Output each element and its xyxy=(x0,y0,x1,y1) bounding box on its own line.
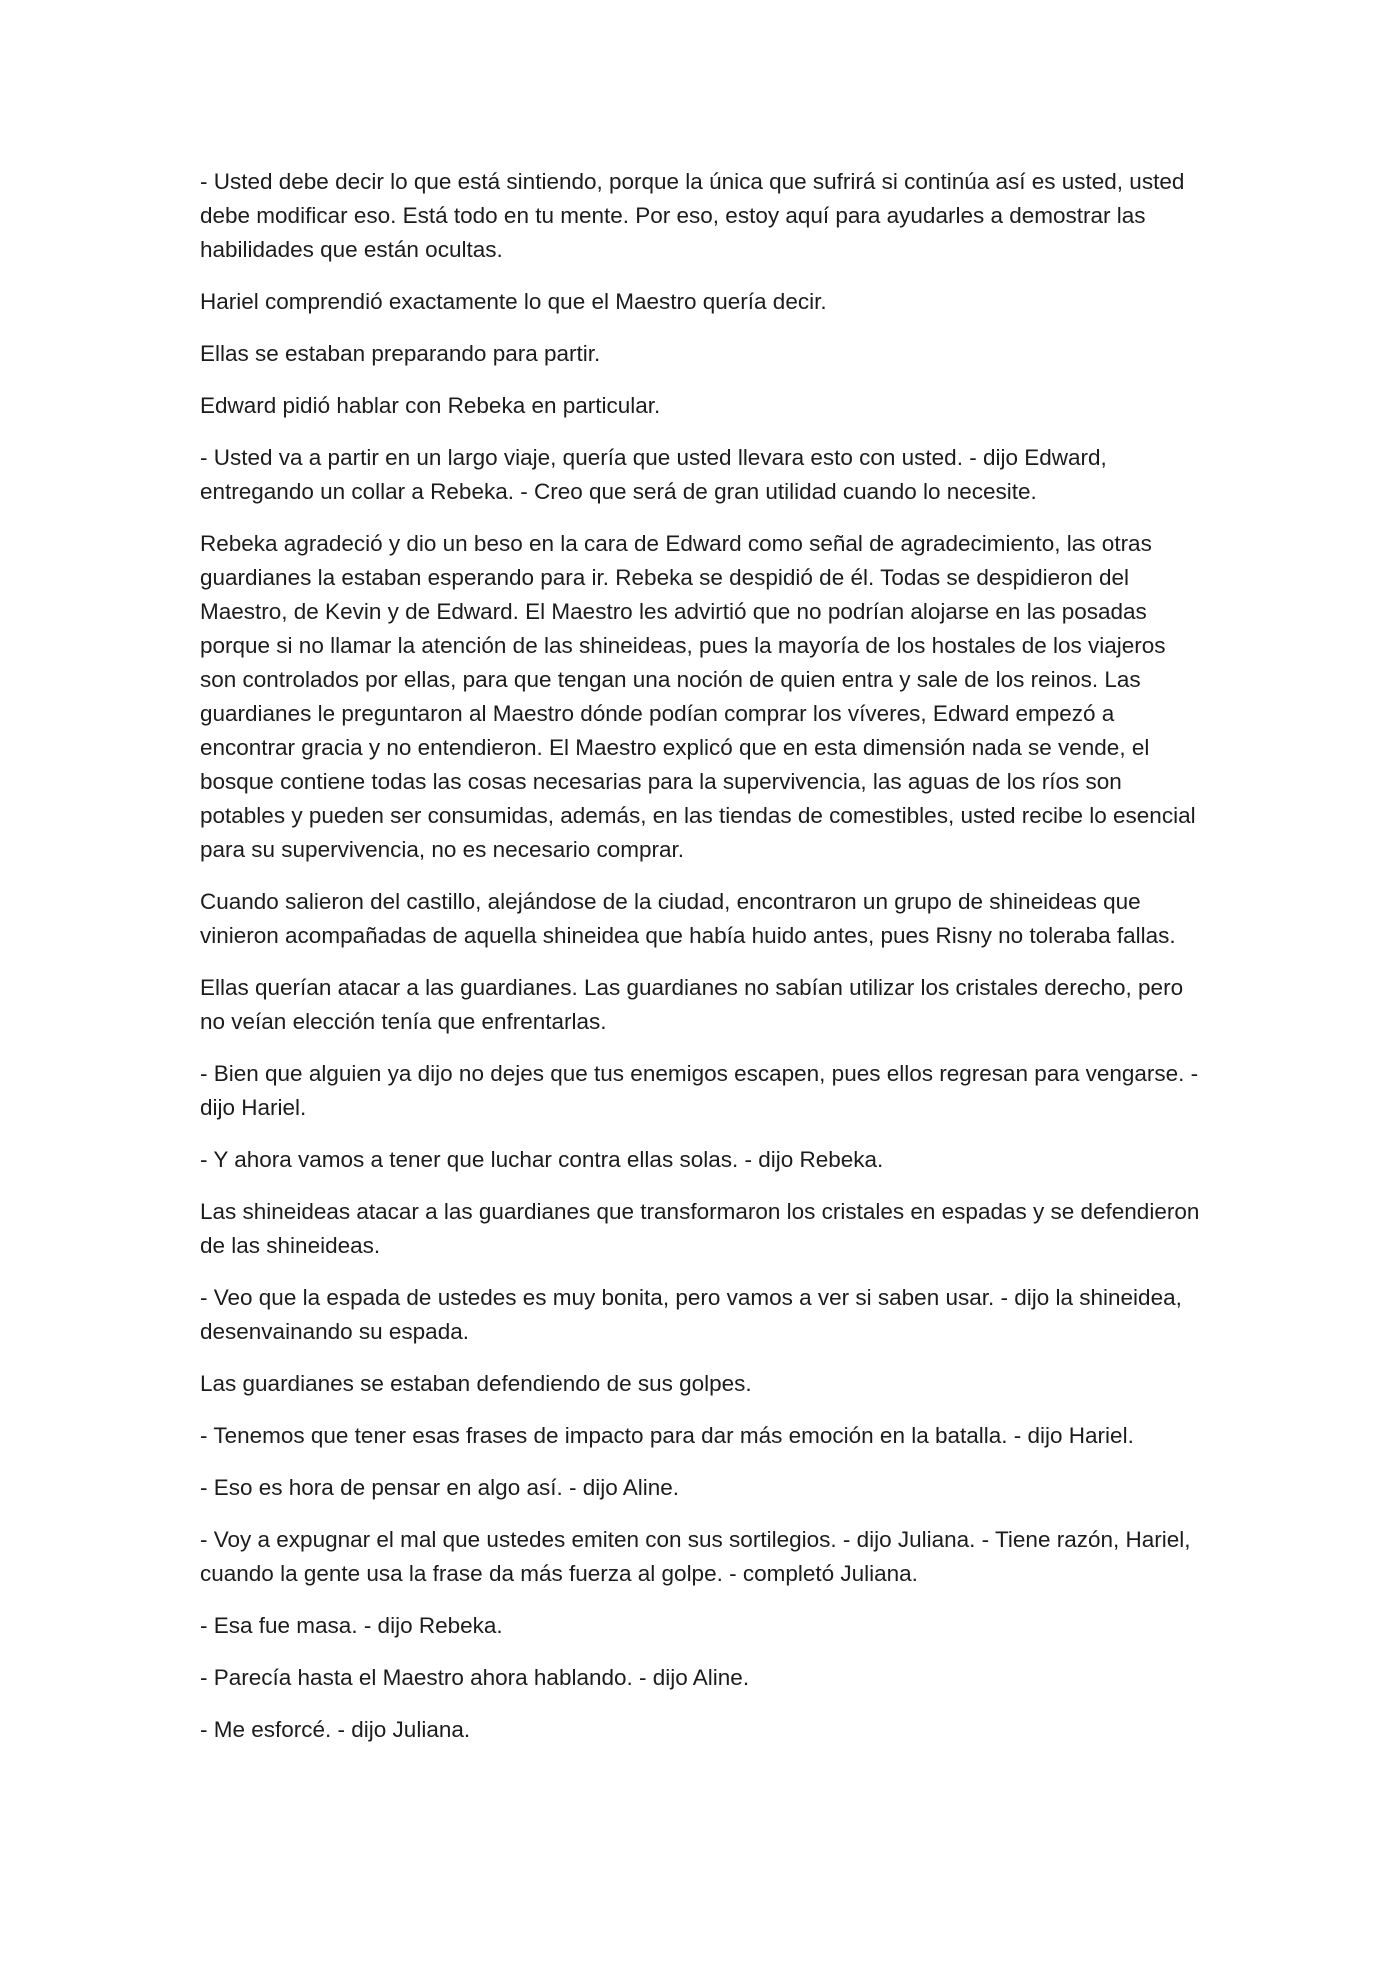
paragraph: - Bien que alguien ya dijo no dejes que tus enemigos escapen, pues ellos regresan para vengarse. - dijo Hariel. xyxy=(200,1061,1199,1120)
paragraph: - Usted debe decir lo que está sintiendo, porque la única que sufrirá si continúa así es usted, usted debe modificar eso. Está todo en tu mente. Por eso, estoy aquí para ayudarles a demostrar las habilidades que están ocultas. xyxy=(200,169,1185,262)
paragraph: - Esa fue masa. - dijo Rebeka. xyxy=(200,1613,503,1638)
paragraph: - Y ahora vamos a tener que luchar contra ellas solas. - dijo Rebeka. xyxy=(200,1147,884,1172)
paragraph: - Veo que la espada de ustedes es muy bonita, pero vamos a ver si saben usar. - dijo la shineidea, desenvainando su espada. xyxy=(200,1285,1182,1344)
paragraph: - Tenemos que tener esas frases de impacto para dar más emoción en la batalla. - dijo Hariel. xyxy=(200,1423,1134,1448)
paragraph: - Me esforcé. - dijo Juliana. xyxy=(200,1717,471,1742)
paragraph: Las guardianes se estaban defendiendo de sus golpes. xyxy=(200,1371,752,1396)
paragraph: Cuando salieron del castillo, alejándose de la ciudad, encontraron un grupo de shineideas que vinieron acompañadas de aquella shineidea que había huido antes, pues Risny no toleraba fallas. xyxy=(200,889,1176,948)
paragraph: - Eso es hora de pensar en algo así. - dijo Aline. xyxy=(200,1475,680,1500)
paragraph: Ellas querían atacar a las guardianes. Las guardianes no sabían utilizar los cristales derecho, pero no veían elección tenía que enfrentarlas. xyxy=(200,975,1184,1034)
paragraph: Las shineideas atacar a las guardianes que transformaron los cristales en espadas y se defendieron de las shineideas. xyxy=(200,1199,1200,1258)
paragraph: Edward pidió hablar con Rebeka en particular. xyxy=(200,393,661,418)
paragraph: Hariel comprendió exactamente lo que el Maestro quería decir. xyxy=(200,289,827,314)
document-page xyxy=(200,165,1200,1765)
paragraph: - Usted va a partir en un largo viaje, quería que usted llevara esto con usted. - dijo Edward, entregando un collar a Rebeka. - Creo que será de gran utilidad cuando lo necesite. xyxy=(200,445,1107,504)
paragraph: - Voy a expugnar el mal que ustedes emiten con sus sortilegios. - dijo Juliana. - Tiene razón, Hariel, cuando la gente usa la frase da más fuerza al golpe. - completó Juliana. xyxy=(200,1527,1191,1586)
paragraph: - Parecía hasta el Maestro ahora hablando. - dijo Aline. xyxy=(200,1665,750,1690)
paragraph: Rebeka agradeció y dio un beso en la cara de Edward como señal de agradecimiento, las otras guardianes la estaban esperando para ir. Rebeka se despidió de él. Todas se despidieron del Maestro, de Kevin y de Edward. El Maestro les advirtió que no podrían alojarse en las posadas porque si no llamar la atención de las shineideas, pues la mayoría de los hostales de los viajeros son controlados por ellas, para que tengan una noción de quien entra y sale de los reinos. Las guardianes le preguntaron al Maestro dónde podían comprar los víveres, Edward empezó a encontrar gracia y no entendieron. El Maestro explicó que en esta dimensión nada se vende, el bosque contiene todas las cosas necesarias para la supervivencia, las aguas de los ríos son potables y pueden ser consumidas, además, en las tiendas de comestibles, usted recibe lo esencial para su supervivencia, no es necesario comprar. xyxy=(200,531,1196,862)
paragraph: Ellas se estaban preparando para partir. xyxy=(200,341,601,366)
